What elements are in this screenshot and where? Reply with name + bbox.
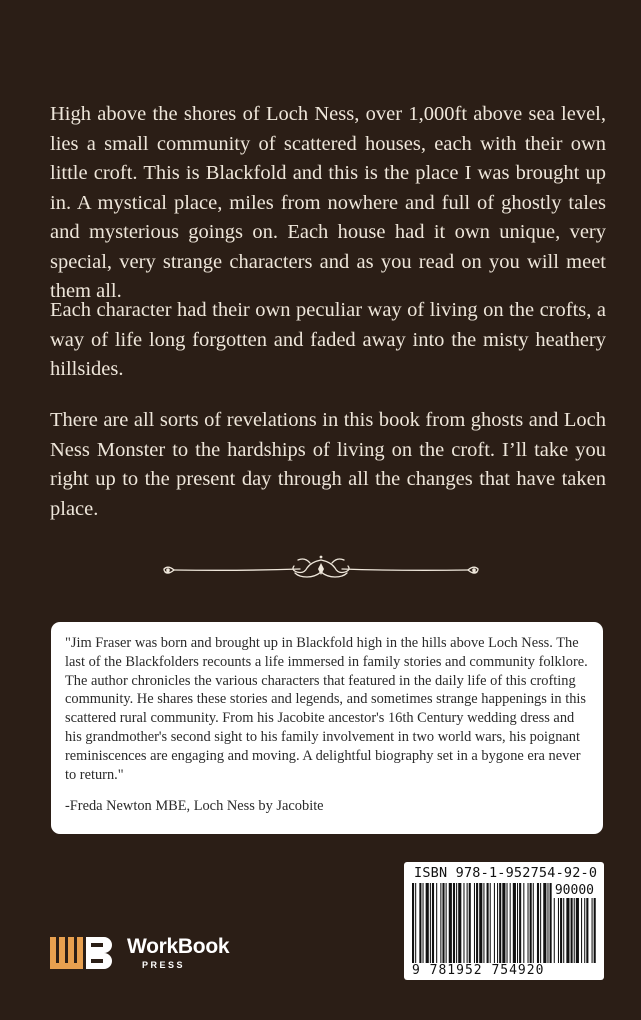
barcode-bar <box>550 883 552 963</box>
barcode-bar <box>469 883 471 963</box>
barcode-bar <box>490 883 491 963</box>
barcode-bar <box>442 883 444 963</box>
barcode-bar <box>510 883 511 963</box>
barcode-bar <box>533 883 534 963</box>
barcode-bar <box>449 883 452 963</box>
barcode-bar <box>415 883 416 963</box>
barcode-bar <box>547 883 548 963</box>
barcode-bar <box>530 883 532 963</box>
publisher-name: WorkBook <box>127 935 230 958</box>
review-quote: "Jim Fraser was born and brought up in Blackfold high in the hills above Loch Ness. The last of the Blackfolders recounts a life immersed in family stories and community folklore. The author chronicles the various characters that featured in the daily life of this crofting community. He shares these stories and legends, and sometimes strange happenings in this scattered rural community. From his Jacobite ancestor's 16th Century wedding dress and his grandmother's second sight to his family involvement in two world wars, his poignant reminiscences are engaging and moving. A delightful biography set in a bygone era never to return." <box>65 635 588 783</box>
barcode-bar <box>430 883 431 963</box>
barcode-bar <box>507 883 508 963</box>
ean-digits: 9 781952 754920 <box>412 963 545 978</box>
ornament-divider-icon <box>160 551 482 587</box>
barcode-bar <box>519 883 521 963</box>
blurb-paragraph-2: Each character had their own peculiar way of living on the crofts, a way of life long forgotten and faded away into the misty heathery hillsides. <box>50 299 606 380</box>
barcode-bar <box>479 883 482 963</box>
barcode-bar <box>537 883 539 963</box>
publisher-sub: PRESS <box>142 960 186 970</box>
barcode-bar <box>446 883 447 963</box>
barcode-bar <box>426 883 429 963</box>
barcode-bar <box>419 883 421 963</box>
review-attribution: -Freda Newton MBE, Loch Ness by Jacobite <box>65 798 324 815</box>
barcode-bar <box>483 883 484 963</box>
barcode-bar <box>499 883 501 963</box>
barcode-bar <box>497 883 498 963</box>
isbn-barcode <box>404 862 604 980</box>
isbn-text: ISBN 978-1-952754-92-0 <box>414 865 598 881</box>
barcode-bar <box>453 883 455 963</box>
barcode-bar <box>458 883 461 963</box>
barcode-bar <box>467 883 468 963</box>
barcode-bar <box>456 883 457 963</box>
barcode-bar <box>543 883 546 963</box>
barcode-bar <box>513 883 516 963</box>
barcode-bar <box>502 883 505 963</box>
barcode-bar <box>423 883 424 963</box>
barcode-bar <box>412 883 414 963</box>
barcode-bar <box>528 883 529 963</box>
barcode-bar <box>476 883 478 963</box>
workbook-logo-icon <box>50 935 116 971</box>
barcode-bar <box>494 883 495 963</box>
barcode-bar <box>540 883 541 963</box>
price-code: 90000 <box>554 883 594 898</box>
barcode-bar <box>474 883 475 963</box>
barcode-bar <box>463 883 464 963</box>
blurb-paragraph-1: High above the shores of Loch Ness, over 1,000ft above sea level, lies a small community of scattered houses, each with their own little croft. This is Blackfold and this is the place I was brought up in. A mystical place, miles from nowhere and full of ghostly tales and mysterious goings on. Each house had it own unique, very special, very strange characters and as you read on you will meet them all. <box>50 103 606 302</box>
barcode-bar <box>523 883 524 963</box>
barcode-bar <box>487 883 489 963</box>
review-box <box>51 622 603 834</box>
publisher-logo <box>50 933 260 977</box>
barcode-bar <box>440 883 441 963</box>
barcode-bar <box>517 883 518 963</box>
blurb-paragraph-3: There are all sorts of revelations in this book from ghosts and Loch Ness Monster to the hardships of living on the croft. I’ll take you right up to the present day through all the changes that have taken place. <box>50 409 606 520</box>
barcode-bar <box>436 883 437 963</box>
barcode-bar <box>432 883 434 963</box>
